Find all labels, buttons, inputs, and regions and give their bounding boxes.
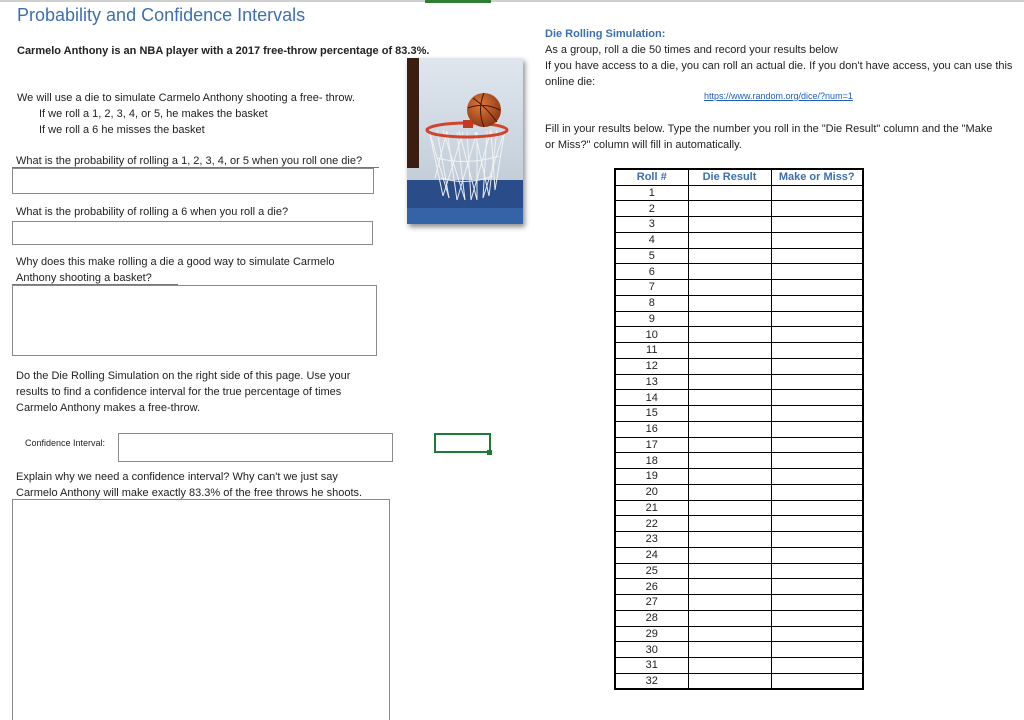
roll-number-cell: 13 <box>615 374 688 390</box>
die-result-cell[interactable] <box>688 232 771 248</box>
table-row <box>615 484 863 500</box>
die-result-cell[interactable] <box>688 358 771 374</box>
die-result-cell[interactable] <box>688 453 771 469</box>
die-result-cell[interactable] <box>688 437 771 453</box>
table-row <box>615 264 863 280</box>
die-result-cell[interactable] <box>688 579 771 595</box>
rule-miss-text: If we roll a 6 he misses the basket <box>39 124 205 136</box>
roll-number-cell: 7 <box>615 280 688 296</box>
die-result-cell[interactable] <box>688 610 771 626</box>
roll-number-cell: 6 <box>615 264 688 280</box>
roll-number-cell: 31 <box>615 658 688 674</box>
make-or-miss-cell <box>771 516 863 532</box>
question-1: What is the probability of rolling a 1, 2, 3, 4, or 5 when you roll one die? <box>16 155 363 167</box>
make-or-miss-cell <box>771 579 863 595</box>
die-result-cell[interactable] <box>688 626 771 642</box>
die-result-cell[interactable] <box>688 185 771 201</box>
table-row <box>615 185 863 201</box>
online-die-link[interactable]: https://www.random.org/dice/?num=1 <box>704 91 853 101</box>
fill-instructions-line-2: or Miss?" column will fill in automatically. <box>545 139 742 151</box>
make-or-miss-cell <box>771 280 863 296</box>
table-row <box>615 374 863 390</box>
sheet-top-border <box>0 0 1024 2</box>
table-row <box>615 311 863 327</box>
table-row <box>615 610 863 626</box>
roll-number-cell: 15 <box>615 406 688 422</box>
table-row <box>615 201 863 217</box>
make-or-miss-cell <box>771 232 863 248</box>
make-or-miss-cell <box>771 484 863 500</box>
die-result-cell[interactable] <box>688 500 771 516</box>
answer-2-box[interactable] <box>12 221 373 245</box>
roll-number-cell: 10 <box>615 327 688 343</box>
header-die-result: Die Result <box>688 169 771 185</box>
table-row <box>615 658 863 674</box>
roll-number-cell: 18 <box>615 453 688 469</box>
rule-make-text: If we roll a 1, 2, 3, 4, or 5, he makes the basket <box>39 108 268 120</box>
question-4-line-1: Do the Die Rolling Simulation on the right side of this page. Use your <box>16 370 351 382</box>
header-make-or-miss: Make or Miss? <box>771 169 863 185</box>
die-result-cell[interactable] <box>688 642 771 658</box>
die-result-cell[interactable] <box>688 406 771 422</box>
make-or-miss-cell <box>771 673 863 689</box>
make-or-miss-cell <box>771 374 863 390</box>
fill-instructions-line-1: Fill in your results below. Type the number you roll in the "Die Result" column and the "Make <box>545 123 993 135</box>
selected-column-indicator <box>425 0 491 3</box>
question-5-line-2: Carmelo Anthony will make exactly 83.3% of the free throws he shoots. <box>16 487 363 499</box>
make-or-miss-cell <box>771 642 863 658</box>
die-result-cell[interactable] <box>688 421 771 437</box>
make-or-miss-cell <box>771 390 863 406</box>
table-row <box>615 248 863 264</box>
simulation-title: Die Rolling Simulation: <box>545 28 666 40</box>
die-result-cell[interactable] <box>688 327 771 343</box>
table-row <box>615 673 863 689</box>
make-or-miss-cell <box>771 264 863 280</box>
die-result-cell[interactable] <box>688 374 771 390</box>
die-result-cell[interactable] <box>688 563 771 579</box>
make-or-miss-cell <box>771 437 863 453</box>
roll-number-cell: 32 <box>615 673 688 689</box>
roll-number-cell: 5 <box>615 248 688 264</box>
simulation-line-2: If you have access to a die, you can roll an actual die. If you don't have access, you can use this <box>545 60 1013 72</box>
simulation-line-1: As a group, roll a die 50 times and record your results below <box>545 44 838 56</box>
die-result-cell[interactable] <box>688 516 771 532</box>
table-row <box>615 516 863 532</box>
simulation-line-3: online die: <box>545 76 596 88</box>
make-or-miss-cell <box>771 547 863 563</box>
selected-cell[interactable] <box>434 433 491 453</box>
make-or-miss-cell <box>771 185 863 201</box>
die-result-cell[interactable] <box>688 295 771 311</box>
make-or-miss-cell <box>771 500 863 516</box>
question-5-line-1: Explain why we need a confidence interval? Why can't we just say <box>16 471 338 483</box>
answer-5-box[interactable] <box>12 499 390 720</box>
table-row <box>615 390 863 406</box>
make-or-miss-cell <box>771 626 863 642</box>
table-row <box>615 343 863 359</box>
table-row <box>615 280 863 296</box>
die-result-cell[interactable] <box>688 673 771 689</box>
make-or-miss-cell <box>771 532 863 548</box>
table-row <box>615 358 863 374</box>
die-result-cell[interactable] <box>688 201 771 217</box>
make-or-miss-cell <box>771 563 863 579</box>
basketball-photo <box>407 58 523 224</box>
make-or-miss-cell <box>771 217 863 233</box>
table-row <box>615 595 863 611</box>
roll-number-cell: 28 <box>615 610 688 626</box>
die-result-cell[interactable] <box>688 658 771 674</box>
die-result-cell[interactable] <box>688 248 771 264</box>
roll-number-cell: 21 <box>615 500 688 516</box>
roll-number-cell: 27 <box>615 595 688 611</box>
table-row <box>615 547 863 563</box>
table-row <box>615 469 863 485</box>
make-or-miss-cell <box>771 421 863 437</box>
roll-results-table <box>614 168 864 690</box>
table-row <box>615 406 863 422</box>
make-or-miss-cell <box>771 658 863 674</box>
roll-number-cell: 30 <box>615 642 688 658</box>
die-result-cell[interactable] <box>688 532 771 548</box>
basketball-hoop-image <box>407 58 523 224</box>
table-row <box>615 232 863 248</box>
roll-number-cell: 2 <box>615 201 688 217</box>
table-row <box>615 437 863 453</box>
page-title: Probability and Confidence Intervals <box>17 5 306 25</box>
roll-number-cell: 4 <box>615 232 688 248</box>
intro-text: Carmelo Anthony is an NBA player with a 2017 free-throw percentage of 83.3%. <box>17 45 430 57</box>
roll-number-cell: 1 <box>615 185 688 201</box>
roll-number-cell: 24 <box>615 547 688 563</box>
roll-number-cell: 19 <box>615 469 688 485</box>
roll-number-cell: 16 <box>615 421 688 437</box>
table-row <box>615 217 863 233</box>
table-header-row <box>615 169 863 185</box>
header-roll-number: Roll # <box>615 169 688 185</box>
roll-number-cell: 17 <box>615 437 688 453</box>
make-or-miss-cell <box>771 358 863 374</box>
die-result-cell[interactable] <box>688 547 771 563</box>
table-row <box>615 532 863 548</box>
table-row <box>615 626 863 642</box>
die-result-cell[interactable] <box>688 343 771 359</box>
question-3-line-1: Why does this make rolling a die a good way to simulate Carmelo <box>16 256 335 268</box>
question-4-line-2: results to find a confidence interval for the true percentage of times <box>16 386 342 398</box>
answer-3-box[interactable] <box>12 285 377 356</box>
question-2: What is the probability of rolling a 6 when you roll a die? <box>16 206 289 218</box>
table-row <box>615 327 863 343</box>
roll-number-cell: 9 <box>615 311 688 327</box>
roll-number-cell: 8 <box>615 295 688 311</box>
roll-number-cell: 23 <box>615 532 688 548</box>
table-row <box>615 453 863 469</box>
fill-handle[interactable] <box>487 450 492 455</box>
make-or-miss-cell <box>771 610 863 626</box>
roll-number-cell: 11 <box>615 343 688 359</box>
confidence-interval-box[interactable] <box>118 433 393 462</box>
make-or-miss-cell <box>771 406 863 422</box>
make-or-miss-cell <box>771 595 863 611</box>
roll-number-cell: 3 <box>615 217 688 233</box>
answer-1-box[interactable] <box>12 168 374 194</box>
table-row <box>615 563 863 579</box>
roll-number-cell: 25 <box>615 563 688 579</box>
roll-number-cell: 14 <box>615 390 688 406</box>
question-3-line-2: Anthony shooting a basket? <box>16 272 152 284</box>
make-or-miss-cell <box>771 248 863 264</box>
die-result-cell[interactable] <box>688 390 771 406</box>
make-or-miss-cell <box>771 453 863 469</box>
table-row <box>615 500 863 516</box>
roll-number-cell: 12 <box>615 358 688 374</box>
die-intro-text: We will use a die to simulate Carmelo Anthony shooting a free- throw. <box>17 92 355 104</box>
die-result-cell[interactable] <box>688 264 771 280</box>
make-or-miss-cell <box>771 327 863 343</box>
roll-number-cell: 29 <box>615 626 688 642</box>
table-row <box>615 642 863 658</box>
make-or-miss-cell <box>771 201 863 217</box>
table-row <box>615 579 863 595</box>
die-result-cell[interactable] <box>688 469 771 485</box>
question-4-line-3: Carmelo Anthony makes a free-throw. <box>16 402 201 414</box>
die-result-cell[interactable] <box>688 311 771 327</box>
die-result-cell[interactable] <box>688 217 771 233</box>
make-or-miss-cell <box>771 311 863 327</box>
confidence-interval-label: Confidence Interval: <box>25 438 106 448</box>
table-row <box>615 421 863 437</box>
table-row <box>615 295 863 311</box>
die-result-cell[interactable] <box>688 595 771 611</box>
make-or-miss-cell <box>771 469 863 485</box>
make-or-miss-cell <box>771 295 863 311</box>
die-result-cell[interactable] <box>688 484 771 500</box>
roll-number-cell: 22 <box>615 516 688 532</box>
make-or-miss-cell <box>771 343 863 359</box>
die-result-cell[interactable] <box>688 280 771 296</box>
roll-number-cell: 26 <box>615 579 688 595</box>
roll-number-cell: 20 <box>615 484 688 500</box>
